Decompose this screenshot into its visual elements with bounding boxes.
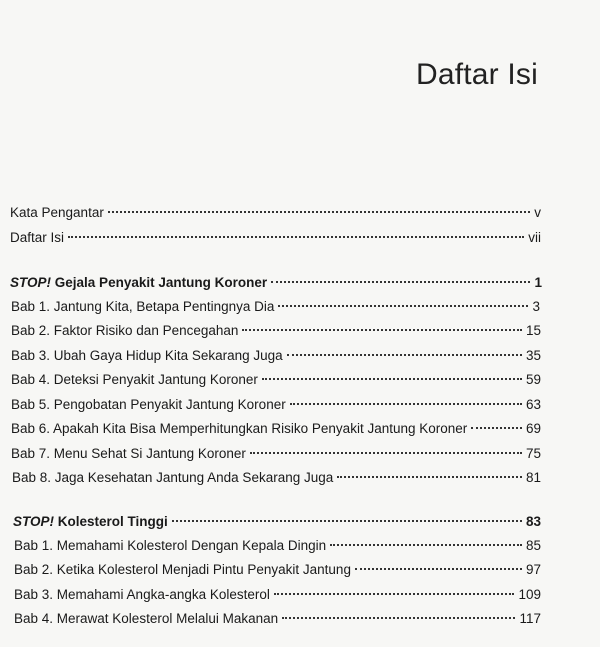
toc-entry-page: 63 — [525, 397, 541, 412]
stop-label: STOP! — [13, 514, 55, 529]
toc-entry-page: 85 — [525, 538, 541, 553]
toc-entry-s1-bab7 — [11, 445, 541, 463]
toc-entry-s1-bab3 — [11, 347, 541, 365]
toc-entry-label: Bab 2. Faktor Risiko dan Pencegahan — [11, 323, 239, 338]
toc-entry-label: Bab 1. Jantung Kita, Betapa Pentingnya Dia — [11, 299, 275, 314]
toc-entry-s1-bab2 — [11, 322, 541, 340]
stop-label: STOP! — [10, 275, 52, 290]
toc-entry-label: Bab 2. Ketika Kolesterol Menjadi Pintu Penyakit Jantung — [14, 562, 351, 577]
toc-section-page: 1 — [534, 275, 542, 290]
dot-leader — [471, 427, 522, 429]
toc-entry-label: Bab 5. Pengobatan Penyakit Jantung Koroner — [11, 397, 286, 412]
toc-section-page: 83 — [525, 514, 541, 529]
toc-entry-page: 15 — [525, 323, 541, 338]
dot-leader — [68, 236, 524, 238]
toc-entry-label: Bab 3. Memahami Angka-angka Kolesterol — [14, 587, 270, 602]
toc-entry-label: Bab 7. Menu Sehat Si Jantung Koroner — [11, 446, 246, 461]
page-title: Daftar Isi — [415, 58, 538, 91]
toc-entry-label: Bab 8. Jaga Kesehatan Jantung Anda Sekarang Juga — [12, 470, 334, 485]
toc-entry-page: 97 — [525, 562, 541, 577]
dot-leader — [290, 403, 522, 405]
toc-section-label — [13, 513, 172, 531]
dot-leader — [287, 354, 522, 356]
toc-entry-page: 75 — [525, 446, 541, 461]
toc-entry-page: 3 — [532, 299, 540, 314]
toc-entry-label: Kata Pengantar — [10, 205, 104, 220]
toc-entry-page: 81 — [525, 470, 541, 485]
toc-entry-label: Bab 4. Merawat Kolesterol Melalui Makanan — [14, 611, 279, 626]
dot-leader — [278, 305, 528, 307]
toc-entry-s1-bab4 — [11, 371, 541, 389]
toc-entry-s2-bab2 — [14, 561, 541, 579]
toc-entry-page: 109 — [518, 587, 541, 602]
toc-entry-label: Bab 4. Deteksi Penyakit Jantung Koroner — [11, 372, 258, 387]
toc-section-gejala — [10, 274, 542, 292]
toc-entry-page: 117 — [519, 611, 541, 626]
toc-entry-label: Bab 1. Memahami Kolesterol Dengan Kepala Dingin — [14, 538, 327, 553]
dot-leader — [337, 476, 522, 478]
toc-entry-s2-bab1 — [14, 537, 541, 555]
toc-entry-s2-bab3 — [14, 586, 541, 604]
toc-entry-s1-bab1 — [11, 298, 540, 316]
toc-entry-s1-bab5 — [11, 396, 541, 414]
toc-entry-kata-pengantar — [10, 204, 541, 222]
dot-leader — [330, 544, 522, 546]
dot-leader — [172, 520, 522, 522]
toc-section-title: Kolesterol Tinggi — [57, 514, 168, 529]
toc-entry-page: 59 — [525, 372, 541, 387]
toc-entry-page: vii — [528, 230, 541, 245]
dot-leader — [282, 617, 515, 619]
toc-entry-label: Bab 3. Ubah Gaya Hidup Kita Sekarang Juga — [11, 348, 283, 363]
toc-entry-label: Daftar Isi — [10, 230, 65, 245]
toc-entry-s1-bab8 — [12, 469, 541, 487]
dot-leader — [242, 329, 522, 331]
dot-leader — [355, 568, 522, 570]
dot-leader — [250, 452, 522, 454]
dot-leader — [262, 378, 522, 380]
toc-entry-label: Bab 6. Apakah Kita Bisa Memperhitungkan Risiko Penyakit Jantung Koroner — [11, 421, 468, 436]
toc-entry-daftar-isi — [10, 229, 541, 247]
toc-entry-page: v — [534, 205, 541, 220]
toc-entry-page: 35 — [525, 348, 541, 363]
toc-section-label — [10, 274, 271, 292]
dot-leader — [271, 281, 530, 283]
toc-entry-s1-bab6 — [11, 420, 541, 438]
toc-section-title: Gejala Penyakit Jantung Koroner — [54, 275, 268, 290]
toc-entry-s2-bab4 — [14, 610, 541, 628]
toc-entry-page: 69 — [525, 421, 541, 436]
dot-leader — [274, 593, 515, 595]
dot-leader — [108, 211, 530, 213]
toc-section-kolesterol — [13, 513, 541, 531]
